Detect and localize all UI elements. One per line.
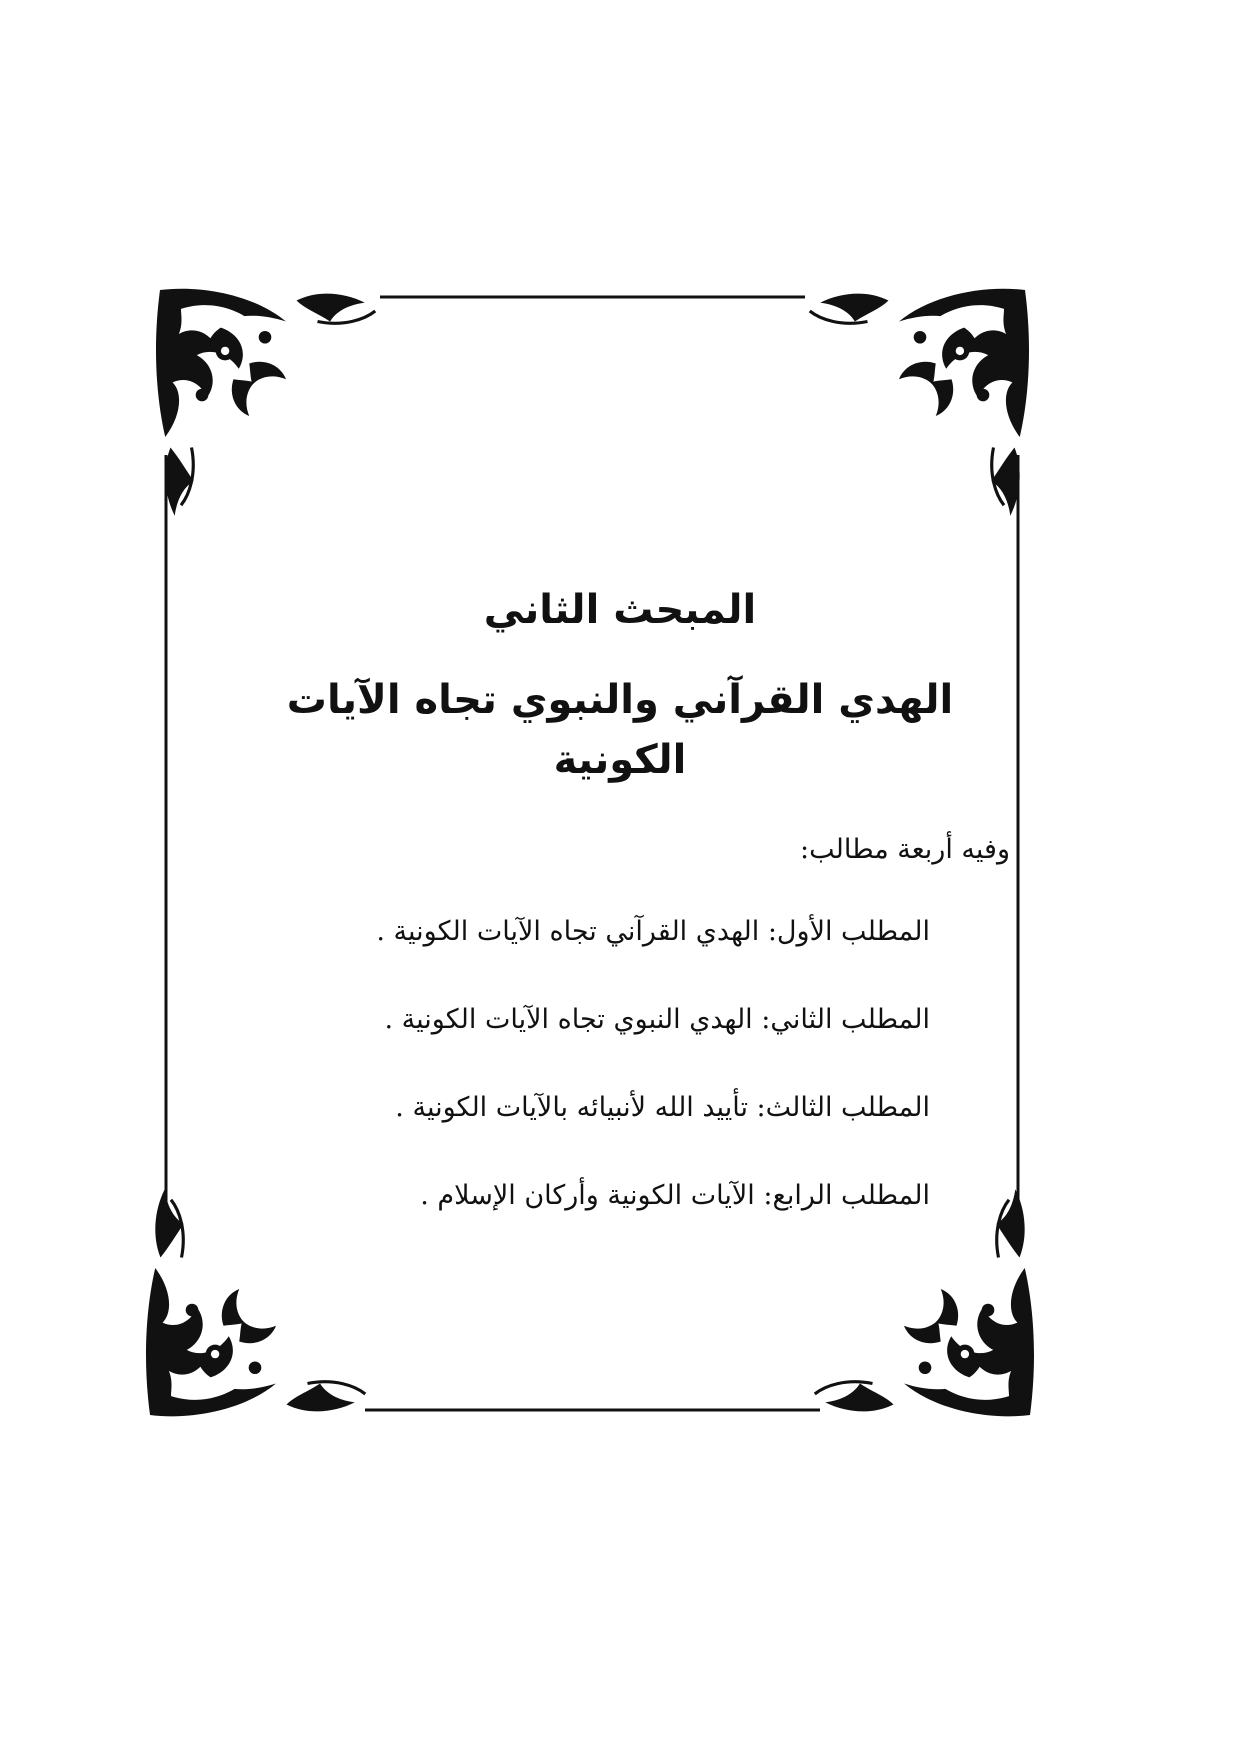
section-item-2: المطلب الثاني: الهدي النبوي تجاه الآيات الكونية .	[384, 1004, 930, 1035]
corner-ornament-top-right-icon	[810, 289, 1029, 516]
corner-ornament-top-left-icon	[156, 289, 375, 516]
intro-text: وفيه أربعة مطالب:	[800, 834, 1010, 865]
sections-list	[230, 912, 1010, 1216]
chapter-title: المبحث الثاني	[483, 587, 757, 633]
section-item-1: المطلب الأول: الهدي القرآني تجاه الآيات الكونية .	[376, 916, 930, 947]
page-content	[230, 580, 1010, 1264]
section-item-4: المطلب الرابع: الآيات الكونية وأركان الإسلام .	[420, 1180, 930, 1211]
section-item-3: المطلب الثالث: تأييد الله لأنبيائه بالآيات الكونية .	[395, 1092, 930, 1123]
chapter-subtitle: الهدي القرآني والنبوي تجاه الآيات الكونية	[286, 677, 954, 783]
